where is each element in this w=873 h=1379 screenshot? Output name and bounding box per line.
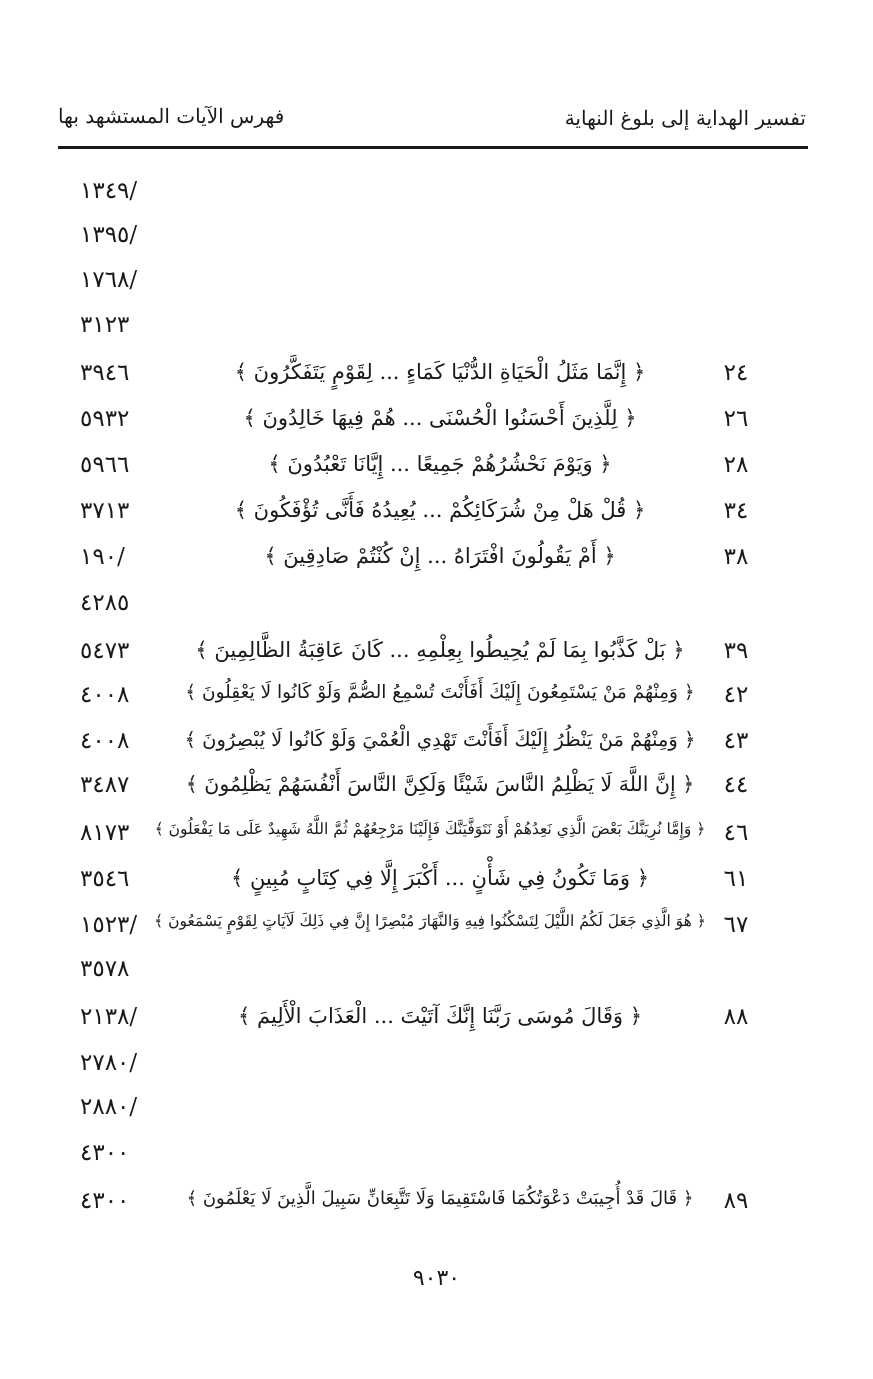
index-row [0,820,873,860]
ayah-number: ٨٨ [723,1004,749,1030]
ayah-number: ٤٦ [723,820,749,846]
index-row [0,728,873,768]
ayah-number: ٦٧ [723,912,749,938]
reference-number: ٤٣٠٠ [80,1188,130,1214]
reference-number: ٣٤٨٧ [80,772,130,798]
index-row [0,1050,873,1090]
reference-number: ٣١٢٣ [80,312,130,338]
book-title: تفسير الهداية إلى بلوغ النهاية [564,106,806,130]
ayah-number: ٤٢ [723,682,749,708]
ayah-number: ٣٨ [723,544,749,570]
index-row [0,222,873,262]
index-title: فهرس الآيات المستشهد بها [58,104,285,128]
verse-text: ﴿ إِنَّ اللَّهَ لَا يَظْلِمُ النَّاسَ شَيْئًا وَلَكِنَّ النَّاسَ أَنْفُسَهُمْ يَظْلِمُونَ ﴾ [185,772,695,796]
verse-text: ﴿ هُوَ الَّذِي جَعَلَ لَكُمُ اللَّيْلَ لِتَسْكُنُوا فِيهِ وَالنَّهَارَ مُبْصِرًا إِنَّ فِي ذَلِكَ لَآيَاتٍ لِقَوْمٍ يَسْمَعُونَ ﴾ [154,912,706,930]
ayah-number: ٦١ [723,866,749,892]
ayah-number: ٢٤ [723,360,749,386]
verse-text: ﴿ وَمَا تَكُونُ فِي شَأْنٍ ... أَكْبَرَ إِلَّا فِي كِتَابٍ مُبِينٍ ﴾ [230,866,650,890]
reference-number: ٤٠٠٨ [80,682,130,708]
index-row [0,360,873,400]
header-rule [58,146,808,149]
index-row [0,452,873,492]
ayah-number: ٢٦ [723,406,749,432]
index-row [0,544,873,584]
ayah-number: ٢٨ [723,452,749,478]
index-row [0,912,873,952]
reference-number: ٣٩٤٦ [80,360,130,386]
index-row [0,638,873,678]
verse-text: ﴿ وَإِمَّا نُرِيَنَّكَ بَعْضَ الَّذِي نَعِدُهُمْ أَوْ نَتَوَفَّيَنَّكَ فَإِلَيْنَا مَرْجِعُهُمْ ثُمَّ اللَّهُ شَهِيدٌ عَلَى مَا يَفْعَلُونَ ﴾ [154,820,706,838]
index-row [0,267,873,307]
verse-text: ﴿ وَمِنْهُمْ مَنْ يَنْظُرُ إِلَيْكَ أَفَأَنْتَ تَهْدِي الْعُمْيَ وَلَوْ كَانُوا لَا يُبْصِرُونَ ﴾ [184,728,696,751]
verse-text: ﴿ إِنَّمَا مَثَلُ الْحَيَاةِ الدُّنْيَا كَمَاءٍ ... لِقَوْمٍ يَتَفَكَّرُونَ ﴾ [234,360,646,384]
reference-number: ٨١٧٣ [80,820,130,846]
reference-number: /٢٨٨٠ [80,1094,138,1120]
index-row [0,682,873,722]
ayah-number: ٤٣ [723,728,749,754]
index-row [0,406,873,446]
reference-number: ٥٩٣٢ [80,406,130,432]
reference-number: /٢٧٨٠ [80,1050,138,1076]
index-row [0,1140,873,1180]
reference-number: /١٥٢٣ [80,912,138,938]
verse-text: ﴿ لِلَّذِينَ أَحْسَنُوا الْحُسْنَى ... هُمْ فِيهَا خَالِدُونَ ﴾ [243,406,637,430]
reference-number: ٤٢٨٥ [80,590,130,616]
verse-text: ﴿ قَالَ قَدْ أُجِيبَتْ دَعْوَتُكُمَا فَاسْتَقِيمَا وَلَا تَتَّبِعَانِّ سَبِيلَ الَّذِينَ لَا يَعْلَمُونَ ﴾ [186,1188,694,1209]
verse-text: ﴿ وَمِنْهُمْ مَنْ يَسْتَمِعُونَ إِلَيْكَ أَفَأَنْتَ تُسْمِعُ الصُّمَّ وَلَوْ كَانُوا لَا يَعْقِلُونَ ﴾ [185,682,695,703]
reference-number: /١٣٤٩ [80,178,138,204]
index-row [0,956,873,996]
reference-number: /١٣٩٥ [80,222,138,248]
ayah-number: ٤٤ [723,772,749,798]
ayah-number: ٨٩ [723,1188,749,1214]
index-row [0,1004,873,1044]
reference-number: ٥٤٧٣ [80,638,130,664]
reference-number: ٣٧١٣ [80,498,130,524]
index-row [0,1094,873,1134]
ayah-number: ٣٤ [723,498,749,524]
verse-text: ﴿ وَقَالَ مُوسَى رَبَّنَا إِنَّكَ آتَيْتَ ... الْعَذَابَ الْأَلِيمَ ﴾ [238,1004,642,1028]
index-row [0,772,873,812]
index-row [0,1188,873,1228]
reference-number: ٣٥٧٨ [80,956,130,982]
reference-number: /٢١٣٨ [80,1004,138,1030]
running-header [58,100,806,140]
index-row [0,312,873,352]
index-row [0,590,873,630]
ayah-number: ٣٩ [723,638,749,664]
page-number: ٩٠٣٠ [412,1266,461,1291]
reference-number: /١٧٦٨ [80,267,138,293]
reference-number: ٤٠٠٨ [80,728,130,754]
reference-number: ٤٣٠٠ [80,1140,130,1166]
verse-text: ﴿ وَيَوْمَ نَحْشُرُهُمْ جَمِيعًا ... إِيَّانَا تَعْبُدُونَ ﴾ [268,452,612,476]
reference-number: ٥٩٦٦ [80,452,130,478]
verse-text: ﴿ أَمْ يَقُولُونَ افْتَرَاهُ ... إِنْ كُنْتُمْ صَادِقِينَ ﴾ [264,544,616,568]
verse-text: ﴿ قُلْ هَلْ مِنْ شُرَكَائِكُمْ ... يُعِيدُهُ فَأَنَّى تُؤْفَكُونَ ﴾ [234,498,646,522]
index-row [0,498,873,538]
index-row [0,178,873,218]
reference-number: /١٩٠ [80,544,125,570]
reference-number: ٣٥٤٦ [80,866,130,892]
verse-text: ﴿ بَلْ كَذَّبُوا بِمَا لَمْ يُحِيطُوا بِعِلْمِهِ ... كَانَ عَاقِبَةُ الظَّالِمِينَ ﴾ [195,638,685,662]
index-row [0,866,873,906]
